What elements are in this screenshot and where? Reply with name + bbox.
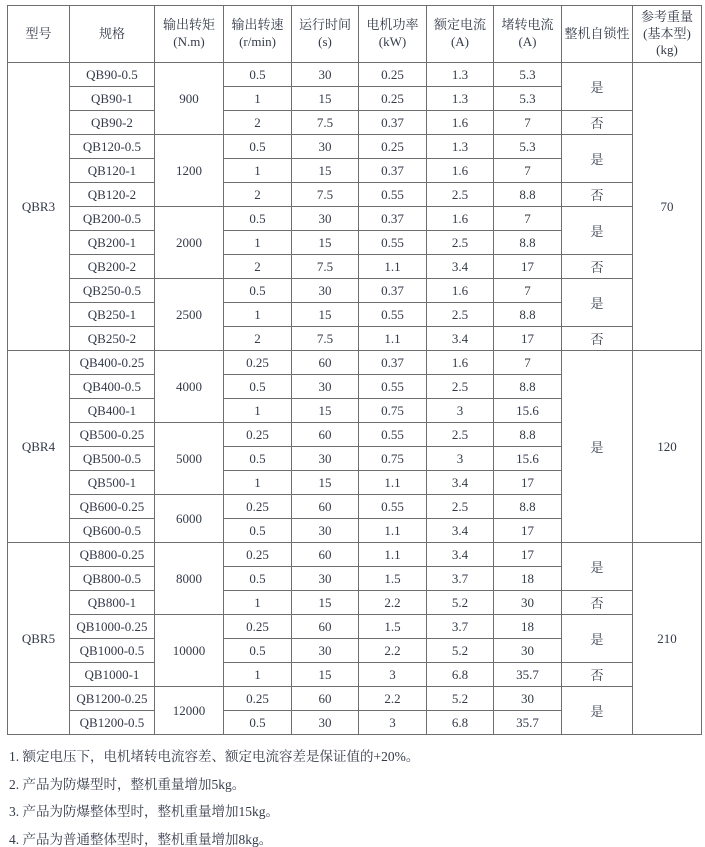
weight-cell: 70	[633, 63, 702, 351]
speed-cell: 0.5	[224, 447, 292, 471]
self-lock-cell: 是	[562, 63, 633, 111]
rated-current-cell: 3.7	[427, 615, 494, 639]
spec-cell: QB1000-1	[70, 663, 155, 687]
self-lock-cell: 否	[562, 591, 633, 615]
col-header-lock-line: 整机自锁性	[564, 25, 630, 41]
locked-current-cell: 5.3	[494, 87, 562, 111]
table-row	[8, 327, 702, 351]
col-header-power-line: 电机功率	[366, 17, 419, 33]
spec-cell: QB500-0.5	[70, 447, 155, 471]
col-header-rated-line: (A)	[450, 34, 470, 49]
rated-current-cell: 2.5	[427, 303, 494, 327]
speed-cell: 1	[224, 303, 292, 327]
rated-current-cell: 2.5	[427, 183, 494, 207]
col-header-time-line: (s)	[318, 34, 332, 49]
spec-cell: QB120-2	[70, 183, 155, 207]
col-header-speed-line: (r/min)	[239, 34, 276, 49]
rated-current-cell: 3.4	[427, 255, 494, 279]
footnote: 1. 额定电压下，电机堵转电流容差、额定电流容差是保证值的+20%。	[9, 749, 420, 764]
power-cell: 0.37	[359, 351, 427, 375]
time-cell: 15	[292, 399, 359, 423]
spec-cell: QB1000-0.25	[70, 615, 155, 639]
col-header-torque	[155, 6, 224, 63]
power-cell: 0.55	[359, 423, 427, 447]
spec-cell: QB120-1	[70, 159, 155, 183]
locked-current-cell: 5.3	[494, 135, 562, 159]
locked-current-cell: 35.7	[494, 663, 562, 687]
weight-cell: 120	[633, 351, 702, 543]
locked-current-cell: 8.8	[494, 375, 562, 399]
col-header-power	[359, 6, 427, 63]
spec-cell: QB800-0.5	[70, 567, 155, 591]
rated-current-cell: 1.3	[427, 135, 494, 159]
power-cell: 1.1	[359, 471, 427, 495]
table-row	[8, 255, 702, 279]
locked-current-cell: 8.8	[494, 303, 562, 327]
power-cell: 1.1	[359, 519, 427, 543]
table-row	[8, 279, 702, 303]
col-header-weight	[633, 6, 702, 63]
table-row	[8, 63, 702, 87]
speed-cell: 0.25	[224, 543, 292, 567]
speed-cell: 0.25	[224, 615, 292, 639]
rated-current-cell: 1.6	[427, 351, 494, 375]
rated-current-cell: 1.6	[427, 279, 494, 303]
speed-cell: 1	[224, 471, 292, 495]
power-cell: 0.37	[359, 207, 427, 231]
rated-current-cell: 3	[427, 399, 494, 423]
power-cell: 0.55	[359, 375, 427, 399]
col-header-power-line: (kW)	[378, 34, 407, 49]
rated-current-cell: 2.5	[427, 231, 494, 255]
table-header-row	[8, 6, 702, 63]
locked-current-cell: 18	[494, 615, 562, 639]
col-header-model	[8, 6, 70, 63]
weight-cell: 210	[633, 543, 702, 735]
time-cell: 30	[292, 135, 359, 159]
spec-cell: QB1200-0.5	[70, 711, 155, 735]
time-cell: 60	[292, 495, 359, 519]
speed-cell: 0.25	[224, 687, 292, 711]
motor-spec-table	[7, 5, 702, 735]
torque-cell: 10000	[155, 615, 224, 687]
spec-cell: QB400-0.25	[70, 351, 155, 375]
footnotes	[7, 745, 703, 846]
torque-cell: 900	[155, 63, 224, 135]
col-header-torque-line: (N.m)	[173, 34, 205, 49]
time-cell: 30	[292, 279, 359, 303]
speed-cell: 1	[224, 399, 292, 423]
col-header-rated	[427, 6, 494, 63]
speed-cell: 0.5	[224, 567, 292, 591]
power-cell: 0.37	[359, 279, 427, 303]
table-row	[8, 135, 702, 159]
locked-current-cell: 17	[494, 255, 562, 279]
spec-cell: QB250-1	[70, 303, 155, 327]
self-lock-cell: 否	[562, 111, 633, 135]
rated-current-cell: 2.5	[427, 495, 494, 519]
torque-cell: 2000	[155, 207, 224, 279]
time-cell: 15	[292, 159, 359, 183]
spec-cell: QB200-1	[70, 231, 155, 255]
locked-current-cell: 30	[494, 639, 562, 663]
power-cell: 0.55	[359, 303, 427, 327]
rated-current-cell: 3.7	[427, 567, 494, 591]
rated-current-cell: 1.6	[427, 159, 494, 183]
power-cell: 0.25	[359, 87, 427, 111]
speed-cell: 2	[224, 111, 292, 135]
locked-current-cell: 7	[494, 207, 562, 231]
rated-current-cell: 1.6	[427, 207, 494, 231]
speed-cell: 0.25	[224, 423, 292, 447]
speed-cell: 0.5	[224, 135, 292, 159]
speed-cell: 0.5	[224, 519, 292, 543]
speed-cell: 2	[224, 327, 292, 351]
locked-current-cell: 30	[494, 591, 562, 615]
col-header-time-line: 运行时间	[298, 17, 351, 33]
table-row	[8, 183, 702, 207]
model-cell: QBR5	[8, 543, 70, 735]
rated-current-cell: 6.8	[427, 711, 494, 735]
power-cell: 3	[359, 711, 427, 735]
power-cell: 3	[359, 663, 427, 687]
spec-cell: QB1000-0.5	[70, 639, 155, 663]
spec-cell: QB600-0.5	[70, 519, 155, 543]
power-cell: 0.25	[359, 63, 427, 87]
col-header-rated-line: 额定电流	[433, 17, 486, 33]
locked-current-cell: 8.8	[494, 231, 562, 255]
time-cell: 60	[292, 423, 359, 447]
footnote: 4. 产品为普通整体型时，整机重量增加8kg。	[9, 831, 273, 847]
power-cell: 1.5	[359, 567, 427, 591]
table-row	[8, 207, 702, 231]
rated-current-cell: 6.8	[427, 663, 494, 687]
table-row	[8, 591, 702, 615]
spec-cell: QB400-0.5	[70, 375, 155, 399]
self-lock-cell: 是	[562, 351, 633, 543]
time-cell: 30	[292, 63, 359, 87]
speed-cell: 1	[224, 663, 292, 687]
rated-current-cell: 3.4	[427, 471, 494, 495]
power-cell: 1.1	[359, 255, 427, 279]
spec-cell: QB800-1	[70, 591, 155, 615]
rated-current-cell: 3.4	[427, 543, 494, 567]
rated-current-cell: 1.3	[427, 63, 494, 87]
col-header-speed	[224, 6, 292, 63]
torque-cell: 8000	[155, 543, 224, 615]
self-lock-cell: 是	[562, 687, 633, 735]
spec-cell: QB90-0.5	[70, 63, 155, 87]
table-row	[8, 543, 702, 567]
power-cell: 0.75	[359, 399, 427, 423]
table-row	[8, 615, 702, 639]
time-cell: 30	[292, 639, 359, 663]
power-cell: 0.55	[359, 231, 427, 255]
locked-current-cell: 8.8	[494, 495, 562, 519]
table-row	[8, 351, 702, 375]
locked-current-cell: 7	[494, 159, 562, 183]
col-header-weight-line: (基本型)	[643, 25, 691, 41]
torque-cell: 1200	[155, 135, 224, 207]
torque-cell: 5000	[155, 423, 224, 495]
time-cell: 15	[292, 591, 359, 615]
spec-cell: QB800-0.25	[70, 543, 155, 567]
speed-cell: 2	[224, 183, 292, 207]
power-cell: 2.2	[359, 639, 427, 663]
col-header-locked	[494, 6, 562, 63]
torque-cell: 12000	[155, 687, 224, 735]
rated-current-cell: 5.2	[427, 639, 494, 663]
spec-cell: QB90-1	[70, 87, 155, 111]
self-lock-cell: 否	[562, 255, 633, 279]
rated-current-cell: 5.2	[427, 687, 494, 711]
spec-cell: QB1200-0.25	[70, 687, 155, 711]
self-lock-cell: 是	[562, 207, 633, 255]
self-lock-cell: 否	[562, 327, 633, 351]
power-cell: 1.1	[359, 327, 427, 351]
rated-current-cell: 3.4	[427, 519, 494, 543]
spec-cell: QB500-1	[70, 471, 155, 495]
time-cell: 7.5	[292, 183, 359, 207]
spec-cell: QB250-0.5	[70, 279, 155, 303]
table-row	[8, 687, 702, 711]
footnote: 3. 产品为防爆整体型时，整机重量增加15kg。	[9, 804, 279, 819]
model-cell: QBR3	[8, 63, 70, 351]
self-lock-cell: 否	[562, 663, 633, 687]
spec-cell: QB600-0.25	[70, 495, 155, 519]
col-header-time	[292, 6, 359, 63]
time-cell: 7.5	[292, 255, 359, 279]
spec-cell: QB250-2	[70, 327, 155, 351]
footnote: 2. 产品为防爆型时，整机重量增加5kg。	[9, 776, 246, 792]
locked-current-cell: 17	[494, 327, 562, 351]
col-header-torque-line: 输出转矩	[162, 17, 215, 33]
torque-cell: 2500	[155, 279, 224, 351]
time-cell: 15	[292, 303, 359, 327]
locked-current-cell: 15.6	[494, 399, 562, 423]
spec-cell: QB500-0.25	[70, 423, 155, 447]
time-cell: 60	[292, 615, 359, 639]
torque-cell: 6000	[155, 495, 224, 543]
time-cell: 7.5	[292, 111, 359, 135]
rated-current-cell: 1.6	[427, 111, 494, 135]
time-cell: 60	[292, 687, 359, 711]
spec-cell: QB90-2	[70, 111, 155, 135]
time-cell: 30	[292, 447, 359, 471]
time-cell: 30	[292, 567, 359, 591]
speed-cell: 0.5	[224, 375, 292, 399]
self-lock-cell: 否	[562, 183, 633, 207]
power-cell: 0.37	[359, 159, 427, 183]
time-cell: 30	[292, 375, 359, 399]
speed-cell: 0.5	[224, 711, 292, 735]
time-cell: 7.5	[292, 327, 359, 351]
power-cell: 0.25	[359, 135, 427, 159]
col-header-spec-line: 规格	[98, 25, 125, 41]
rated-current-cell: 3	[427, 447, 494, 471]
locked-current-cell: 17	[494, 471, 562, 495]
locked-current-cell: 18	[494, 567, 562, 591]
spec-cell: QB400-1	[70, 399, 155, 423]
locked-current-cell: 15.6	[494, 447, 562, 471]
spec-cell: QB120-0.5	[70, 135, 155, 159]
time-cell: 60	[292, 351, 359, 375]
speed-cell: 0.25	[224, 495, 292, 519]
rated-current-cell: 2.5	[427, 423, 494, 447]
locked-current-cell: 35.7	[494, 711, 562, 735]
power-cell: 0.75	[359, 447, 427, 471]
locked-current-cell: 30	[494, 687, 562, 711]
locked-current-cell: 7	[494, 351, 562, 375]
self-lock-cell: 是	[562, 135, 633, 183]
power-cell: 1.1	[359, 543, 427, 567]
self-lock-cell: 是	[562, 615, 633, 663]
power-cell: 0.37	[359, 111, 427, 135]
locked-current-cell: 17	[494, 519, 562, 543]
speed-cell: 1	[224, 231, 292, 255]
col-header-locked-line: 堵转电流	[501, 17, 554, 33]
rated-current-cell: 2.5	[427, 375, 494, 399]
table-row	[8, 111, 702, 135]
power-cell: 1.5	[359, 615, 427, 639]
time-cell: 15	[292, 87, 359, 111]
speed-cell: 0.25	[224, 351, 292, 375]
rated-current-cell: 5.2	[427, 591, 494, 615]
locked-current-cell: 8.8	[494, 423, 562, 447]
speed-cell: 2	[224, 255, 292, 279]
col-header-weight-line: 参考重量	[640, 8, 693, 24]
time-cell: 15	[292, 231, 359, 255]
rated-current-cell: 3.4	[427, 327, 494, 351]
locked-current-cell: 5.3	[494, 63, 562, 87]
speed-cell: 0.5	[224, 207, 292, 231]
power-cell: 2.2	[359, 591, 427, 615]
rated-current-cell: 1.3	[427, 87, 494, 111]
col-header-locked-line: (A)	[518, 34, 537, 49]
col-header-weight-line: (kg)	[656, 42, 678, 58]
model-cell: QBR4	[8, 351, 70, 543]
col-header-lock	[562, 6, 633, 63]
self-lock-cell: 是	[562, 543, 633, 591]
col-header-model-line: 型号	[25, 25, 52, 41]
col-header-speed-line: 输出转速	[231, 17, 284, 33]
spec-cell: QB200-0.5	[70, 207, 155, 231]
speed-cell: 0.5	[224, 279, 292, 303]
torque-cell: 4000	[155, 351, 224, 423]
time-cell: 30	[292, 711, 359, 735]
locked-current-cell: 8.8	[494, 183, 562, 207]
speed-cell: 1	[224, 159, 292, 183]
spec-cell: QB200-2	[70, 255, 155, 279]
power-cell: 0.55	[359, 183, 427, 207]
time-cell: 30	[292, 519, 359, 543]
self-lock-cell: 是	[562, 279, 633, 327]
time-cell: 60	[292, 543, 359, 567]
speed-cell: 0.5	[224, 639, 292, 663]
time-cell: 30	[292, 207, 359, 231]
table-row	[8, 663, 702, 687]
locked-current-cell: 7	[494, 279, 562, 303]
speed-cell: 1	[224, 87, 292, 111]
time-cell: 15	[292, 663, 359, 687]
locked-current-cell: 17	[494, 543, 562, 567]
col-header-spec	[70, 6, 155, 63]
locked-current-cell: 7	[494, 111, 562, 135]
time-cell: 15	[292, 471, 359, 495]
power-cell: 0.55	[359, 495, 427, 519]
power-cell: 2.2	[359, 687, 427, 711]
speed-cell: 1	[224, 591, 292, 615]
speed-cell: 0.5	[224, 63, 292, 87]
